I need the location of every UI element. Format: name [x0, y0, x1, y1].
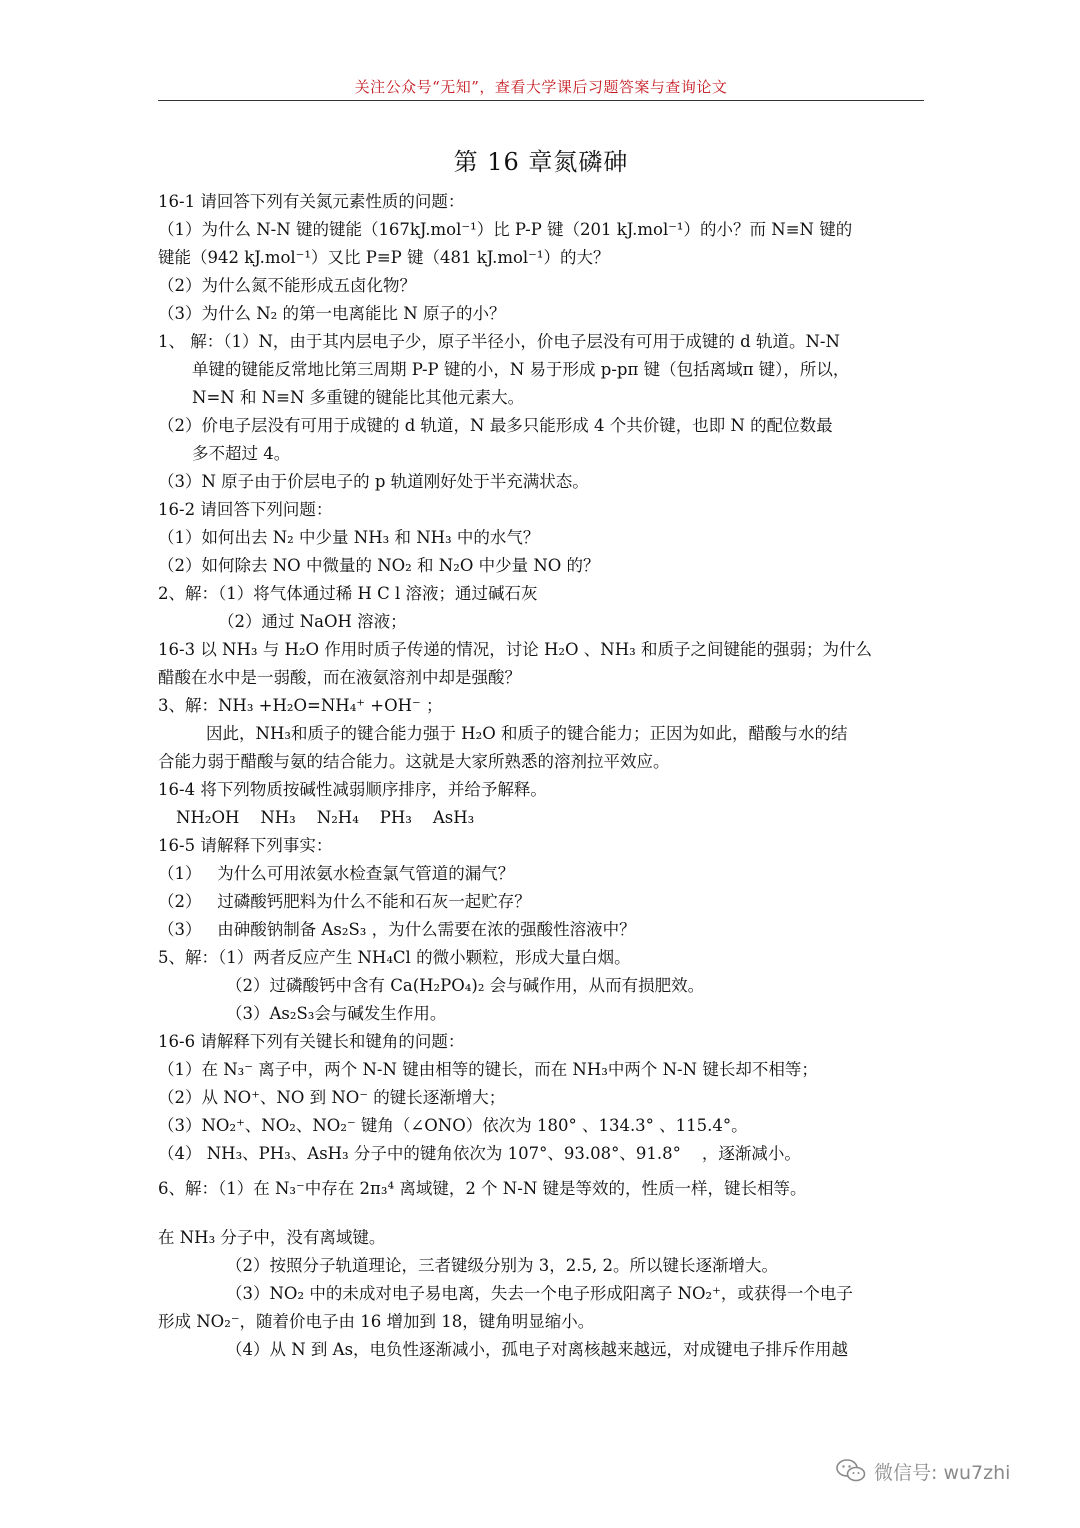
- text-line: 单键的键能反常地比第三周期 P-P 键的小，N 易于形成 p-pπ 键（包括离域π 键），所以，: [192, 360, 850, 379]
- header-notice: 关注公众号“无知”，查看大学课后习题答案与查询论文: [354, 78, 728, 96]
- text-line: （2）从 NO⁺、NO 到 NO⁻ 的键长逐渐增大；: [158, 1088, 506, 1107]
- document-body: [158, 188, 924, 1364]
- text-line: （3）NO₂⁺、NO₂、NO₂⁻ 键角（∠ONO）依次为 180° 、134.3° 、115.4°。: [158, 1116, 748, 1135]
- answer-6: 6、解：（1）在 N₃⁻中存在 2π₃⁴ 离域键，2 个 N-N 键是等效的，性质一样，键长相等。: [158, 1179, 807, 1198]
- text-line: （1）如何出去 N₂ 中少量 NH₃ 和 NH₃ 中的水气？: [158, 528, 540, 547]
- spacer: [158, 1210, 924, 1224]
- question-16-3: 16-3 以 NH₃ 与 H₂O 作用时质子传递的情况，讨论 H₂O 、NH₃ 和质子之间键能的强弱；为什么: [158, 640, 872, 659]
- text-line: （2）按照分子轨道理论，三者键级分别为 3，2.5, 2。所以键长逐渐增大。: [226, 1256, 778, 1275]
- text-line: 多不超过 4。: [192, 444, 291, 463]
- text-line: 醋酸在水中是一弱酸，而在液氨溶剂中却是强酸？: [158, 668, 521, 687]
- text-line: 形成 NO₂⁻，随着价电子由 16 增加到 18，键角明显缩小。: [158, 1312, 595, 1331]
- text-line: （4） NH₃、PH₃、AsH₃ 分子中的键角依次为 107°、93.08°、91.8° ，逐渐减小。: [158, 1144, 801, 1163]
- text-line: （4）从 N 到 As，电负性逐渐减小，孤电子对离核越来越远，对成键电子排斥作用越: [226, 1340, 849, 1359]
- answer-1: 1、 解：（1）N，由于其内层电子少，原子半径小，价电子层没有可用于成键的 d 轨道。N-N: [158, 332, 840, 351]
- header-divider: [158, 100, 924, 101]
- text-line: （3）为什么 N₂ 的第一电离能比 N 原子的小？: [158, 304, 506, 323]
- text-line: 键能（942 kJ.mol⁻¹）又比 P≡P 键（481 kJ.mol⁻¹）的大？: [158, 248, 610, 267]
- text-line: （2）价电子层没有可用于成键的 d 轨道，N 最多只能形成 4 个共价键，也即 N 的配位数最: [158, 416, 833, 435]
- page-title: 第 16 章氮磷砷: [453, 148, 629, 176]
- answer-2: 2、解：（1）将气体通过稀 H C l 溶液；通过碱石灰: [158, 584, 538, 603]
- text-line: N=N 和 N≡N 多重键的键能比其他元素大。: [192, 388, 525, 407]
- wechat-watermark: [836, 1454, 1010, 1488]
- compound-list: NH₂OH NH₃ N₂H₄ PH₃ AsH₃: [176, 808, 475, 827]
- question-16-2: 16-2 请回答下列问题：: [158, 500, 333, 519]
- text-line: 在 NH₃ 分子中，没有离域键。: [158, 1228, 386, 1247]
- text-line: 合能力弱于醋酸与氨的结合能力。这就是大家所熟悉的溶剂拉平效应。: [158, 752, 670, 771]
- text-line: （3） 由砷酸钠制备 As₂S₃ ，为什么需要在浓的强酸性溶液中？: [158, 920, 636, 939]
- question-16-4: 16-4 将下列物质按碱性减弱顺序排序，并给予解释。: [158, 780, 547, 799]
- text-line: （3）N 原子由于价层电子的 p 轨道刚好处于半充满状态。: [158, 472, 589, 491]
- wechat-icon: [836, 1458, 866, 1484]
- text-line: （2） 过磷酸钙肥料为什么不能和石灰一起贮存？: [158, 892, 531, 911]
- text-line: （1）为什么 N-N 键的键能（167kJ.mol⁻¹）比 P-P 键（201 kJ.mol⁻¹）的小？而 N≡N 键的: [158, 220, 853, 239]
- text-line: （1） 为什么可用浓氨水检查氯气管道的漏气？: [158, 864, 515, 883]
- text-line: （3）As₂S₃会与碱发生作用。: [226, 1004, 447, 1023]
- text-line: （2）为什么氮不能形成五卤化物？: [158, 276, 416, 295]
- text-line: （3）NO₂ 中的未成对电子易电离，失去一个电子形成阳离子 NO₂⁺，或获得一个电子: [226, 1284, 853, 1303]
- watermark-text: 微信号: wu7zhi: [874, 1461, 1011, 1484]
- text-line: （2）过磷酸钙中含有 Ca(H₂PO₄)₂ 会与碱作用，从而有损肥效。: [226, 976, 705, 995]
- question-16-6: 16-6 请解释下列有关键长和键角的问题：: [158, 1032, 465, 1051]
- answer-3: 3、解：NH₃ +H₂O=NH₄⁺ +OH⁻ ；: [158, 696, 443, 715]
- text-line: 因此，NH₃和质子的键合能力强于 H₂O 和质子的键合能力；正因为如此，醋酸与水的结: [206, 724, 848, 743]
- question-16-5: 16-5 请解释下列事实：: [158, 836, 333, 855]
- text-line: （2）通过 NaOH 溶液；: [218, 612, 407, 631]
- text-line: （1）在 N₃⁻ 离子中，两个 N-N 键由相等的键长，而在 NH₃中两个 N-N 键长却不相等；: [158, 1060, 818, 1079]
- question-16-1: 16-1 请回答下列有关氮元素性质的问题：: [158, 192, 465, 211]
- text-line: （2）如何除去 NO 中微量的 NO₂ 和 N₂O 中少量 NO 的？: [158, 556, 600, 575]
- answer-5: 5、解：（1）两者反应产生 NH₄Cl 的微小颗粒，形成大量白烟。: [158, 948, 631, 967]
